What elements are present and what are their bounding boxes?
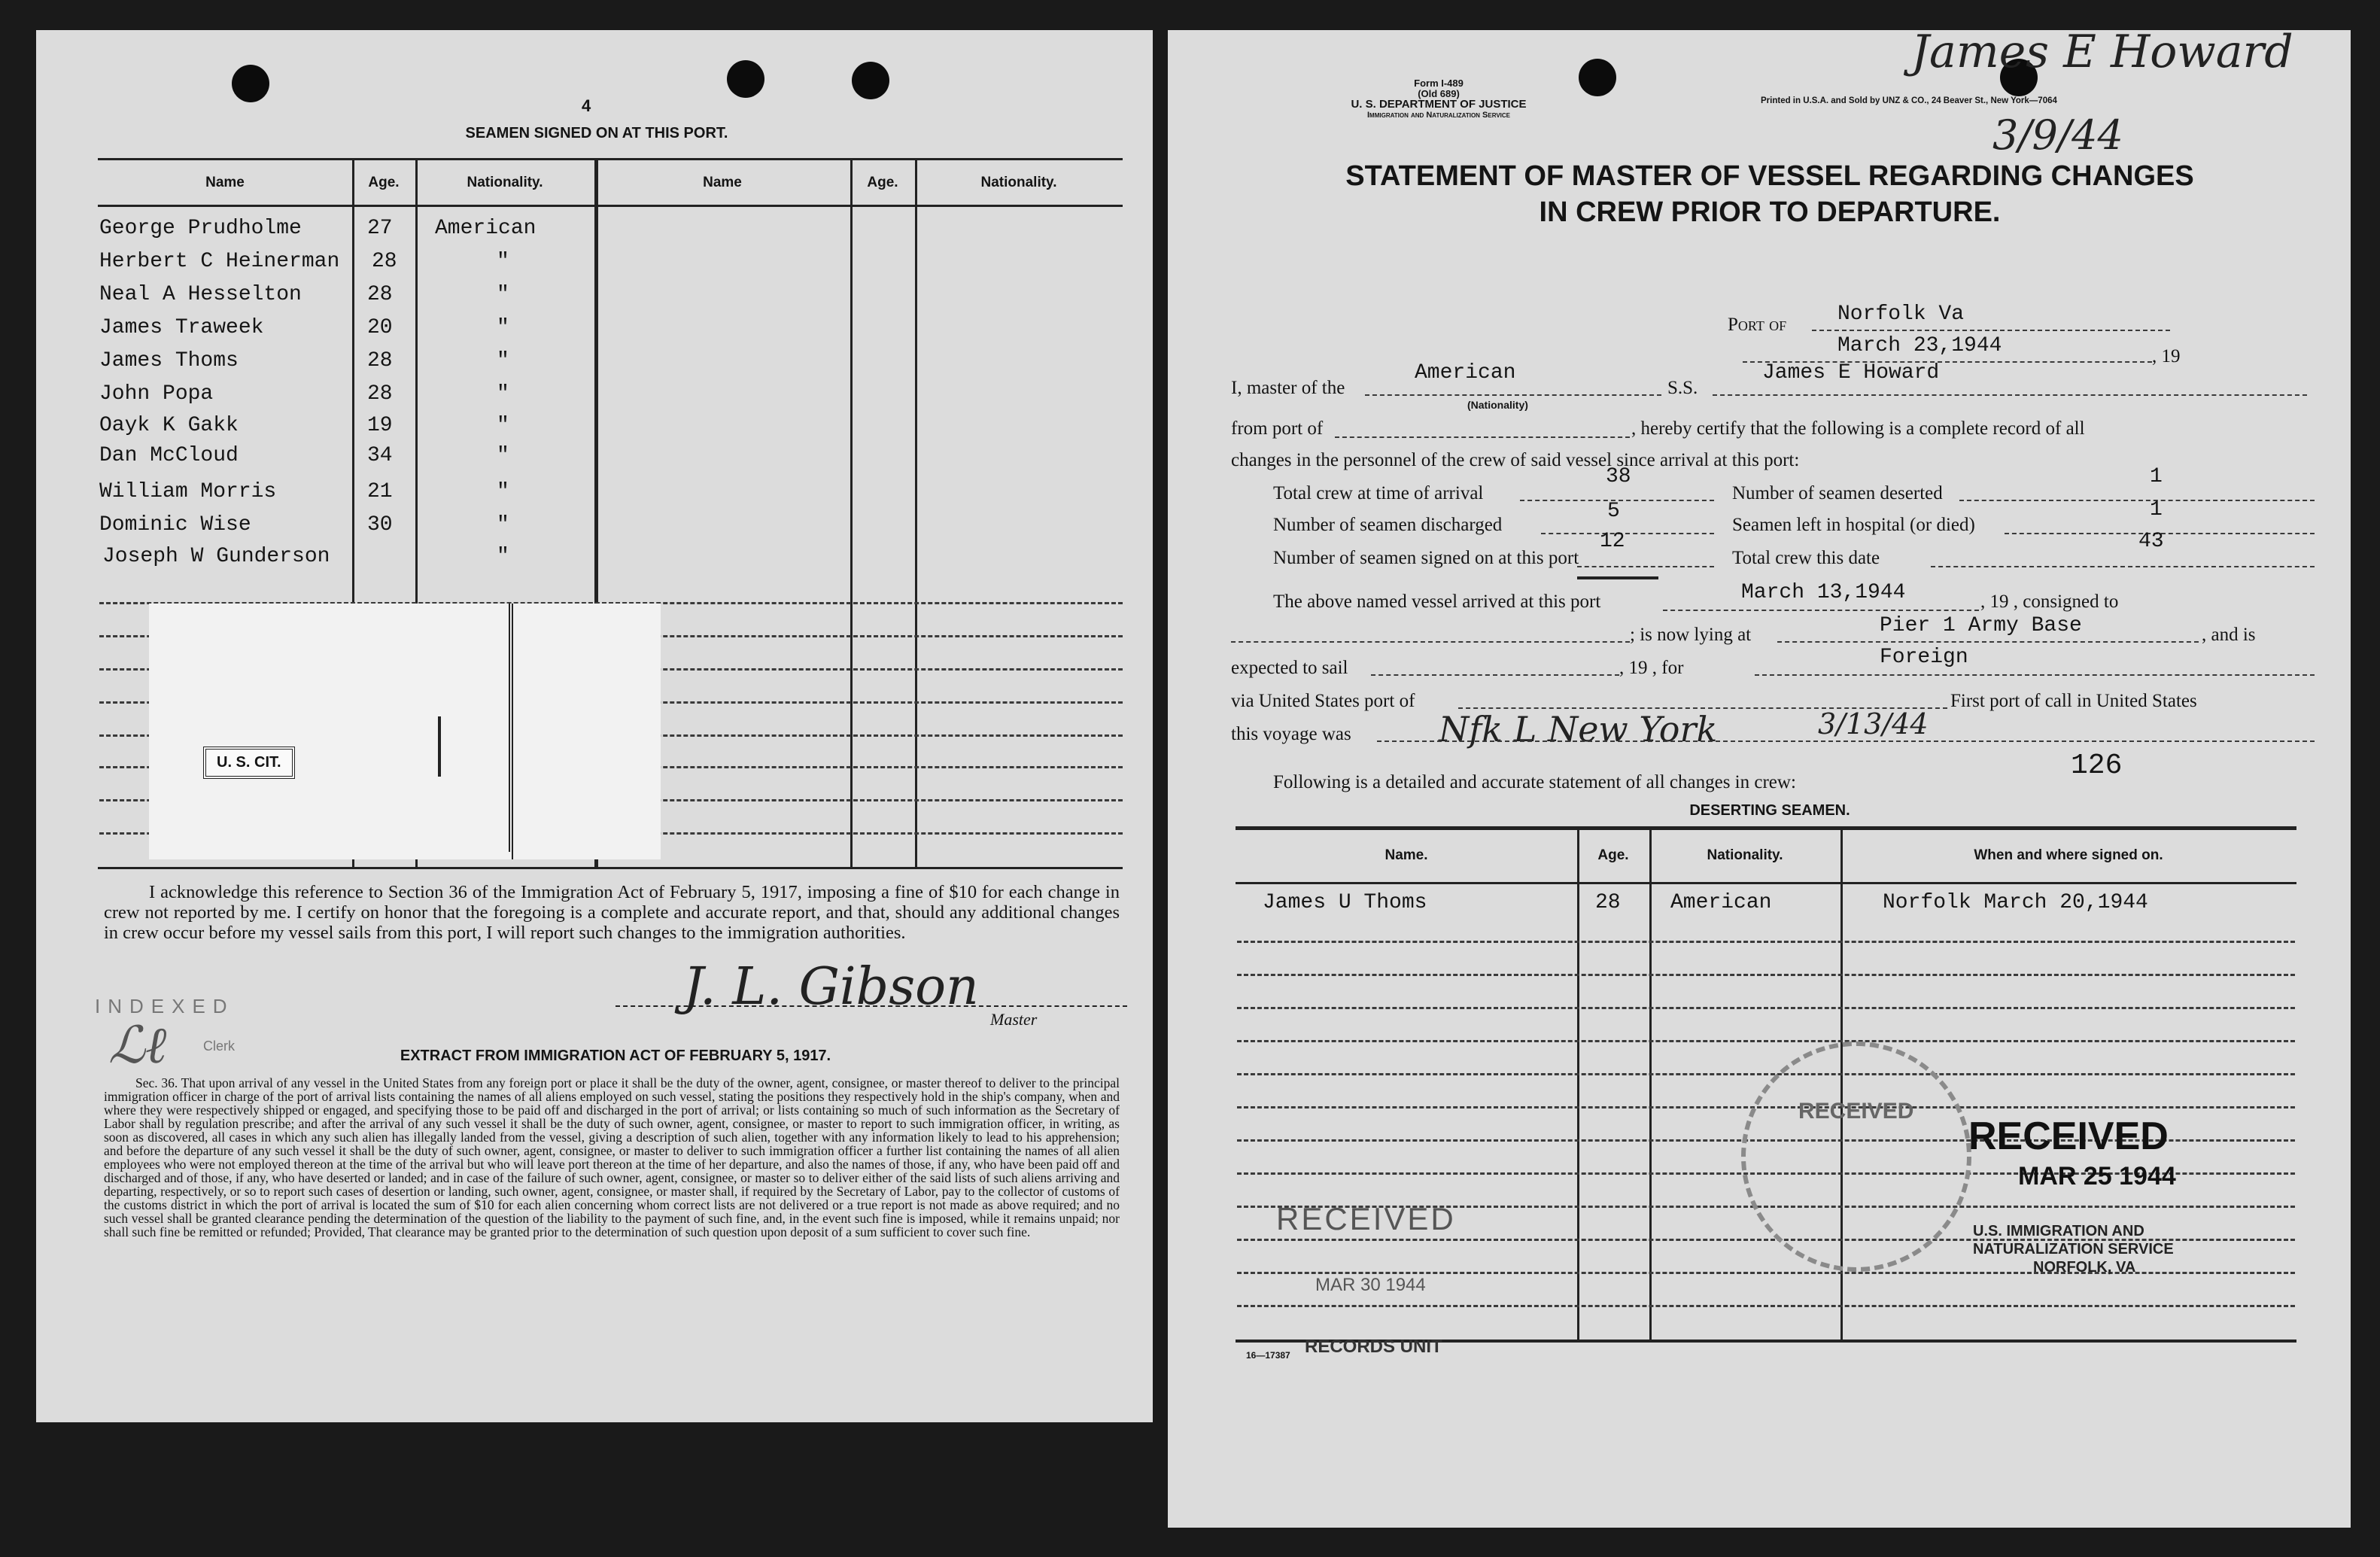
page-number: 4 bbox=[582, 96, 591, 115]
col-header-name: Name bbox=[205, 175, 245, 190]
crew-this-date-value: 43 bbox=[2138, 530, 2164, 553]
form-title bbox=[1228, 158, 2312, 230]
hospital-label: Seamen left in hospital (or died) bbox=[1732, 515, 1975, 535]
from-port-label: from port of bbox=[1231, 418, 1324, 439]
punch-hole bbox=[1579, 59, 1616, 96]
desert-col-age: Age. bbox=[1597, 847, 1629, 863]
extract-title: EXTRACT FROM IMMIGRATION ACT OF FEBRUARY 5, 1917. bbox=[400, 1048, 831, 1064]
discharged-value: 5 bbox=[1607, 500, 1620, 523]
form-title-line2: IN CREW PRIOR TO DEPARTURE. bbox=[1539, 196, 2001, 228]
port-of-value: Norfolk Va bbox=[1837, 303, 1965, 326]
clerk-initials: ℒℓ bbox=[108, 1016, 167, 1075]
indexed-stamp: INDEXED bbox=[95, 995, 235, 1017]
page-count: 126 bbox=[2071, 750, 2123, 782]
lying-value: Pier 1 Army Base bbox=[1880, 614, 2082, 637]
crew-name: George Prudholme bbox=[99, 217, 302, 240]
punch-hole bbox=[232, 65, 269, 102]
desert-col-name: Name. bbox=[1385, 847, 1428, 863]
punch-hole bbox=[727, 60, 764, 98]
crew-nationality: " bbox=[497, 513, 509, 537]
records-unit-stamp: RECORDS UNIT bbox=[1305, 1337, 1442, 1357]
crew-name: Herbert C Heinerman bbox=[99, 250, 340, 273]
service: Immigration and Naturalization Service bbox=[1366, 111, 1510, 120]
crew-nationality: " bbox=[497, 250, 509, 273]
col-header-nationality-2: Nationality. bbox=[980, 175, 1057, 190]
deserted-value: 1 bbox=[2150, 465, 2163, 488]
crew-name: William Morris bbox=[99, 480, 277, 503]
ss-label: S.S. bbox=[1667, 378, 1698, 398]
deserter-name: James U Thoms bbox=[1263, 891, 1427, 914]
received-stamp-date: MAR 30 1944 bbox=[1315, 1275, 1426, 1295]
crew-age: 28 bbox=[372, 250, 397, 273]
master-label: Master bbox=[990, 1010, 1038, 1029]
crew-name: Neal A Hesselton bbox=[99, 283, 302, 306]
nationality-value: American bbox=[1415, 361, 1516, 385]
crew-age: 20 bbox=[367, 316, 393, 339]
nationality-caption: (Nationality) bbox=[1467, 399, 1528, 411]
vessel-name: James E Howard bbox=[1762, 361, 1940, 385]
port-of-label: Port of bbox=[1728, 315, 1787, 335]
received-stamp-2-date: MAR 25 1944 bbox=[2018, 1162, 2176, 1191]
lying-label: ; is now lying at bbox=[1630, 625, 1752, 645]
desert-col-nationality: Nationality. bbox=[1707, 847, 1783, 863]
for-value: Foreign bbox=[1880, 646, 1968, 669]
crew-age: 28 bbox=[367, 382, 393, 406]
crew-name: James Thoms bbox=[99, 349, 239, 373]
arrived-value: March 13,1944 bbox=[1741, 581, 1906, 604]
crew-nationality: " bbox=[497, 316, 509, 339]
crew-name: Dan McCloud bbox=[99, 444, 239, 467]
crew-age: 21 bbox=[367, 480, 393, 503]
extract-text: Sec. 36. That upon arrival of any vessel in the United States from any foreign port or place it shall be the duty of the owner, agent, consignee, or master thereof to deliver to the principal immigration officer in charge of the port of arrival lists containing the names of all aliens employed on such vessel, stating the positions they respectively hold in the ship's company, when and where they were respectively shipped or engaged, and specifying those to be paid off and discharged in the port of arrival; or lists containing so much of such information as the Secretary of Labor shall by regulation prescribe; and after the arrival of any such vessel it shall be the duty of such owner, agent, consignee, or master to report to such immigration officer, in writing, as soon as discovered, all cases in which any such alien has illegally landed from the vessel, giving a description of such alien, together with any information likely to lead to his apprehension; and before the departure of any such vessel it shall be the duty of such owner, agent, consignee, or master to deliver to such immigration officer a further list containing the names of all alien employees who were not employed thereon at the time of the arrival but who will leave port thereon at the time of her departure, and also the names of those, if any, who have been paid off and discharged and of those, if any, who have deserted or landed; and in case of the failure of such owner, agent, consignee, or master so to deliver either of the said lists of such aliens arriving and departing, respectively, or so to report such cases of desertion or landing, such owner, agent, consignee, or master shall, if required by the Secretary of Labor, pay to the collector of customs of the customs district in which the port of arrival is located the sum of $10 for each alien concerning whom correct lists are not delivered or a true report is not made as above required; and no such vessel shall be granted clearance pending the determination of the question of the liability to the payment of such fine, and, in the event such fine is imposed, while it remains unpaid; nor shall such fine be remitted or refunded; Provided, That clearance may be granted prior to the determination of such question upon deposit of a sum sufficient to cover such fine. bbox=[104, 1075, 1120, 1239]
deserter-signed: Norfolk March 20,1944 bbox=[1883, 891, 2148, 914]
total-crew-value: 38 bbox=[1606, 465, 1631, 488]
handwritten-name: James E Howard bbox=[1911, 26, 2293, 78]
received-stamp: RECEIVED bbox=[1276, 1201, 1456, 1236]
crew-name: Dominic Wise bbox=[99, 513, 251, 537]
date-value: March 23,1944 bbox=[1837, 334, 2002, 357]
signed-on-label: Number of seamen signed on at this port bbox=[1273, 548, 1579, 568]
signed-on-value: 12 bbox=[1600, 530, 1625, 553]
expected-label: expected to sail bbox=[1231, 658, 1348, 678]
crew-nationality: " bbox=[497, 480, 509, 503]
crew-age: 19 bbox=[367, 414, 393, 437]
crew-age: 28 bbox=[367, 283, 393, 306]
footer-code: 16—17387 bbox=[1246, 1350, 1290, 1361]
consigned-label: , 19 , consigned to bbox=[1980, 591, 2119, 612]
master-signature: J. L. Gibson bbox=[683, 957, 979, 1017]
crew-age: 28 bbox=[367, 349, 393, 373]
and-is-label: , and is bbox=[2202, 625, 2256, 645]
form-old: (Old 689) bbox=[1418, 88, 1460, 99]
form-id: Form I-489 bbox=[1414, 78, 1464, 89]
voyage-value: Nfk L New York bbox=[1439, 709, 1718, 750]
us-cit-stamp: U. S. CIT. bbox=[203, 747, 295, 779]
col-header-nationality: Nationality. bbox=[467, 175, 543, 190]
crew-name: James Traweek bbox=[99, 316, 264, 339]
clerk-label: Clerk bbox=[203, 1039, 236, 1054]
total-crew-label: Total crew at time of arrival bbox=[1273, 483, 1484, 503]
following-label: Following is a detailed and accurate statement of all changes in crew: bbox=[1273, 772, 1796, 792]
col-header-age-2: Age. bbox=[867, 175, 898, 190]
desert-col-signed: When and where signed on. bbox=[1974, 847, 2163, 863]
crew-nationality: " bbox=[497, 283, 509, 306]
department: U. S. DEPARTMENT OF JUSTICE bbox=[1351, 98, 1527, 111]
received-stamp-2-text: RECEIVED bbox=[1968, 1115, 2169, 1158]
deserter-age: 28 bbox=[1595, 891, 1621, 914]
printer-note: Printed in U.S.A. and Sold by UNZ & CO., 24 Beaver St., New York—7064 bbox=[1761, 96, 2057, 105]
crew-nationality: " bbox=[497, 545, 509, 568]
round-received-stamp bbox=[1741, 1042, 1971, 1272]
service-stamp-city: NORFOLK, VA bbox=[2033, 1259, 2136, 1276]
discharged-label: Number of seamen discharged bbox=[1273, 515, 1503, 535]
section-title: SEAMEN SIGNED ON AT THIS PORT. bbox=[465, 125, 728, 141]
service-stamp-line2: NATURALIZATION SERVICE bbox=[1973, 1241, 2174, 1257]
crew-nationality: " bbox=[497, 444, 509, 467]
acknowledgement-text: I acknowledge this reference to Section 36 of the Immigration Act of February 5, 1917, imposing a fine of $10 for each change in crew not reported by me. I certify on honor that the foregoing is a complete and accurate report, and that, should any additional changes in crew occur before my vessel sails from this port, I will report such changes to the immigration authorities. bbox=[104, 882, 1120, 943]
service-stamp-line1: U.S. IMMIGRATION AND bbox=[1973, 1223, 2144, 1239]
hospital-value: 1 bbox=[2150, 498, 2163, 522]
date-suffix: , 19 bbox=[2152, 346, 2181, 366]
arrived-label: The above named vessel arrived at this port bbox=[1273, 591, 1601, 612]
first-port-label: First port of call in United States bbox=[1950, 691, 2197, 711]
crew-age: 34 bbox=[367, 444, 393, 467]
round-stamp-text: RECEIVED bbox=[1798, 1099, 1914, 1124]
crew-nationality: " bbox=[497, 349, 509, 373]
punch-hole bbox=[852, 62, 889, 99]
deserted-label: Number of seamen deserted bbox=[1732, 483, 1943, 503]
certify-text: , hereby certify that the following is a complete record of all bbox=[1631, 418, 2085, 439]
expected-19: , 19 , for bbox=[1619, 658, 1684, 678]
crew-age: 30 bbox=[367, 513, 393, 537]
crew-age: 27 bbox=[367, 217, 393, 240]
voyage-label: this voyage was bbox=[1231, 724, 1351, 744]
crew-nationality: " bbox=[497, 382, 509, 406]
via-label: via United States port of bbox=[1231, 691, 1415, 711]
form-title-line1: STATEMENT OF MASTER OF VESSEL REGARDING CHANGES bbox=[1345, 160, 2194, 192]
crew-nationality: American bbox=[435, 217, 536, 240]
handwritten-date: 3/9/44 bbox=[1992, 111, 2123, 159]
service-stamp bbox=[1973, 1222, 2174, 1276]
deserter-nationality: American bbox=[1670, 891, 1772, 914]
voyage-date: 3/13/44 bbox=[1818, 707, 1929, 740]
col-header-name-2: Name bbox=[703, 175, 742, 190]
received-stamp-2 bbox=[1968, 1114, 2284, 1213]
left-page bbox=[36, 30, 1153, 1422]
col-header-age: Age. bbox=[368, 175, 400, 190]
crew-name: John Popa bbox=[99, 382, 214, 406]
changes-text: changes in the personnel of the crew of said vessel since arrival at this port: bbox=[1231, 450, 1800, 470]
right-page bbox=[1168, 26, 2351, 1528]
master-of-label: I, master of the bbox=[1231, 378, 1345, 398]
crew-this-date-label: Total crew this date bbox=[1732, 548, 1880, 568]
crew-name: Oayk K Gakk bbox=[99, 414, 239, 437]
crew-name: Joseph W Gunderson bbox=[102, 545, 330, 568]
redaction-overlay bbox=[149, 604, 661, 859]
form-header bbox=[1333, 78, 1544, 120]
deserting-title: DESERTING SEAMEN. bbox=[1689, 802, 1850, 819]
crew-nationality: " bbox=[497, 414, 509, 437]
